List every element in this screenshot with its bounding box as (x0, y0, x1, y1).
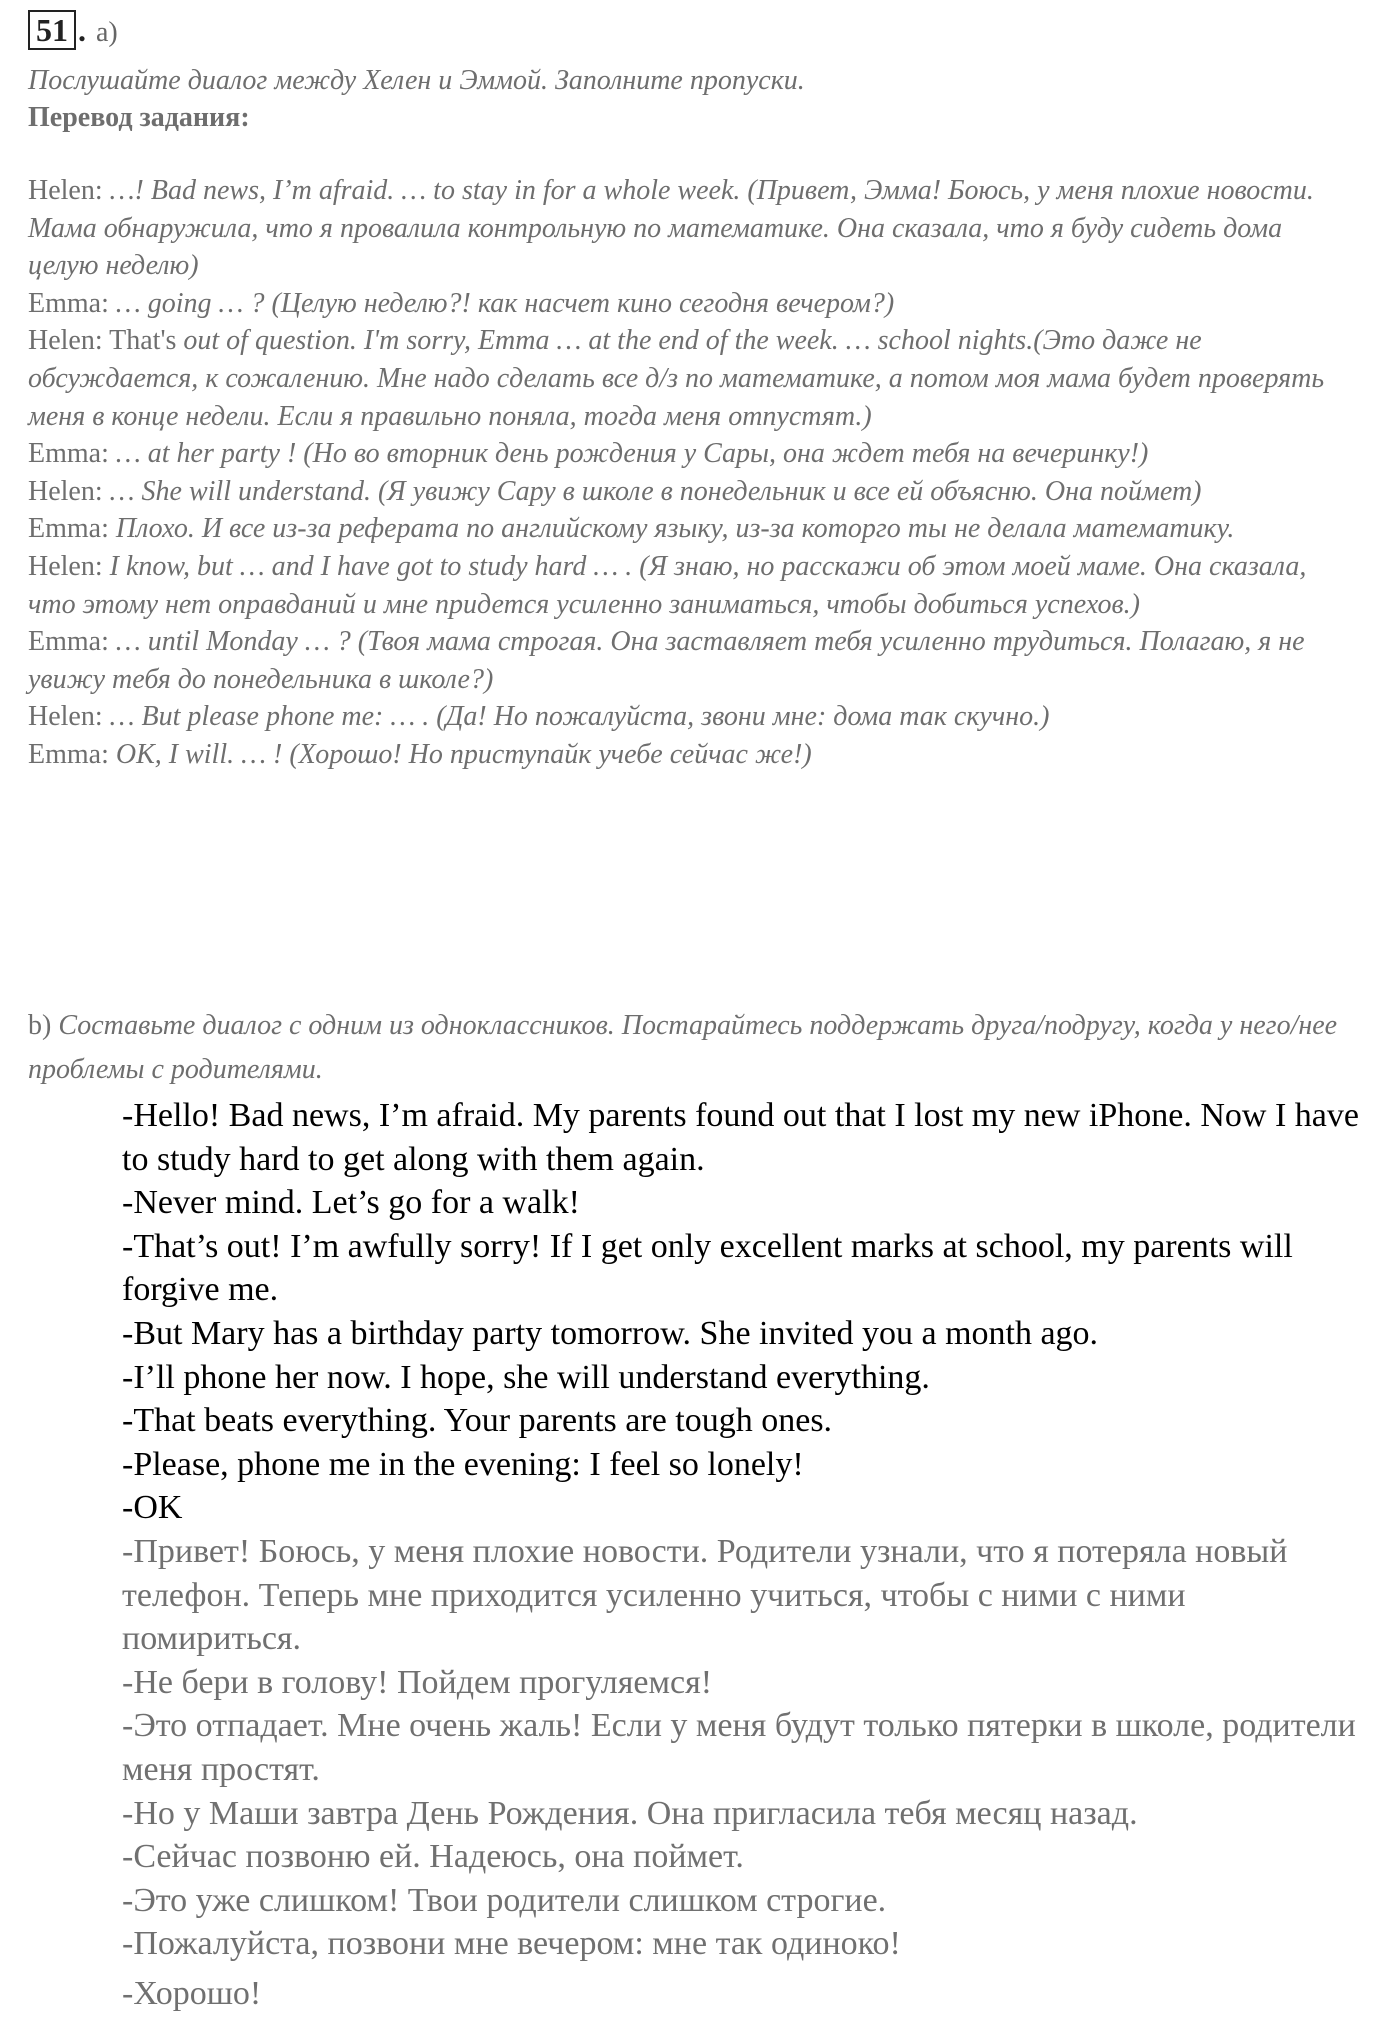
dialog-text: out of question. I'm sorry, Emma … at the end of the week. … school nights.(Это даже не обсуждается, к сожалению. Мне надо сделать все д/з по математике, а потом моя мама будет проверять меня в конце недели. Если я правильно поняла, тогда меня отпустят.) (28, 325, 1325, 432)
speaker-label: Helen: (28, 701, 103, 733)
dialog-text: … going … ? (Целую неделю?! как насчет кино сегодня вечером?) (108, 287, 895, 319)
speaker-label: Emma: (28, 438, 109, 470)
dialog-text: Плохо. И все из-за реферата по английскому языку, из-за которго ты не делала математику. (108, 513, 1235, 545)
dialog-a-line (28, 322, 1358, 435)
speaker-label: Emma: (28, 513, 109, 545)
dialog-b-en-line: -That’s out! I’m awfully sorry! If I get only excellent marks at school, my parents will forgive me. (122, 1227, 1293, 1309)
dialog-b-en-line: -But Mary has a birthday party tomorrow. She invited you a month ago. (122, 1314, 1099, 1352)
dialog-b-en-line: -Hello! Bad news, I’m afraid. My parents found out that I lost my new iPhone. Now I have to study hard to get along with them again. (122, 1097, 1359, 1178)
part-b-line (28, 1004, 1358, 1092)
dialog-b-ru-line: -Пожалуйста, позвони мне вечером: мне так одиноко! (122, 1925, 901, 1963)
exercise-header (28, 10, 118, 50)
speaker-label: Emma: (28, 738, 109, 770)
speaker-label: Helen: (28, 175, 103, 206)
dialog-a-line (28, 435, 1358, 473)
dialog-a-line (28, 172, 1358, 285)
dialog-a-line (28, 698, 1358, 736)
dialog-b-ru-line: -Хорошо! (122, 1974, 262, 2012)
dialog-text: … at her party ! (Но во вторник день рождения у Сары, она ждет тебя на вечеринку!) (108, 438, 1149, 470)
dialog-b-en-line: -That beats everything. Your parents are tough ones. (122, 1402, 833, 1440)
dialog-b-en-line: -Never mind. Let’s go for a walk! (122, 1184, 580, 1222)
speaker-label: Helen: That's (28, 325, 177, 357)
dialog-text: … until Monday … ? (Твоя мама строгая. Она заставляет тебя усиленно трудиться. Полагаю, я не увижу тебя до понедельника в школе?) (28, 626, 1305, 695)
dialog-a-line (28, 623, 1358, 698)
dialog-a-line (28, 473, 1358, 511)
speaker-label: Helen: (28, 475, 103, 507)
speaker-label: Emma: (28, 626, 109, 658)
speaker-label: Emma: (28, 287, 109, 319)
dialog-b-ru-line: -Привет! Боюсь, у меня плохие новости. Родители узнали, что я потеряла новый телефон. Теперь мне приходится усиленно учиться, чтобы с ними с ними помириться. (122, 1532, 1288, 1658)
dialog-b (122, 1094, 1362, 2015)
part-b-label: b) (28, 1010, 52, 1041)
part-b-text: Составьте диалог с одним из одноклассников. Постарайтесь поддержать друга/подругу, когда у него/нее проблемы с родителями. (28, 1010, 1338, 1085)
dialog-b-en-line: -Please, phone me in the evening: I feel so lonely! (122, 1445, 804, 1483)
dialog-a-line (28, 736, 1358, 774)
dialog-a-line (28, 548, 1358, 623)
part-a-label: a) (96, 17, 118, 48)
dialog-text: … She will understand. (Я увижу Сару в школе в понедельник и все ей объясню. Она поймет) (102, 475, 1202, 507)
task-instructions (28, 62, 1368, 136)
instruction-text: Послушайте диалог между Хелен и Эммой. Заполните пропуски. (28, 65, 805, 96)
dialog-a-line (28, 510, 1358, 548)
dialog-a (28, 172, 1358, 774)
dialog-b-ru-line: -Это отпадает. Мне очень жаль! Если у меня будут только пятерки в школе, родители меня простят. (122, 1707, 1356, 1788)
dialog-text: I know, but … and I have got to study hard … . (Я знаю, но расскажи об этом моей маме. Она сказала, что этому нет оправданий и мне придется усиленно заниматься, чтобы добиться успехов.) (28, 550, 1307, 620)
dialog-b-en-line: -I’ll phone her now. I hope, she will understand everything. (122, 1358, 930, 1396)
dialog-text: OK, I will. … ! (Хорошо! Но приступайк учебе сейчас же!) (108, 738, 812, 770)
translation-heading: Перевод задания: (28, 102, 250, 133)
exercise-number: 51 (28, 10, 76, 50)
part-b-instructions (28, 1004, 1358, 1092)
dialog-b-ru-line: -Не бери в голову! Пойдем прогуляемся! (122, 1663, 713, 1701)
dialog-text: …! Bad news, I’m afraid. … to stay in for a whole week. (Привет, Эмма! Боюсь, у меня плохие новости. Мама обнаружила, что я провалила контрольную по математике. Она сказала, что я буду сидеть дома целую неделю) (28, 175, 1314, 282)
dialog-text: … But please phone me: … . (Да! Но пожалуйста, звони мне: дома так скучно.) (102, 701, 1050, 733)
exercise-number-dot: . (78, 12, 86, 48)
dialog-b-ru-line: -Это уже слишком! Твои родители слишком строгие. (122, 1881, 887, 1919)
dialog-a-line (28, 285, 1358, 323)
dialog-b-ru-line: -Сейчас позвоню ей. Надеюсь, она поймет. (122, 1838, 744, 1876)
dialog-b-ru-line: -Но у Маши завтра День Рождения. Она пригласила тебя месяц назад. (122, 1794, 1138, 1832)
speaker-label: Helen: (28, 550, 103, 582)
dialog-b-en-line: -OK (122, 1489, 183, 1527)
